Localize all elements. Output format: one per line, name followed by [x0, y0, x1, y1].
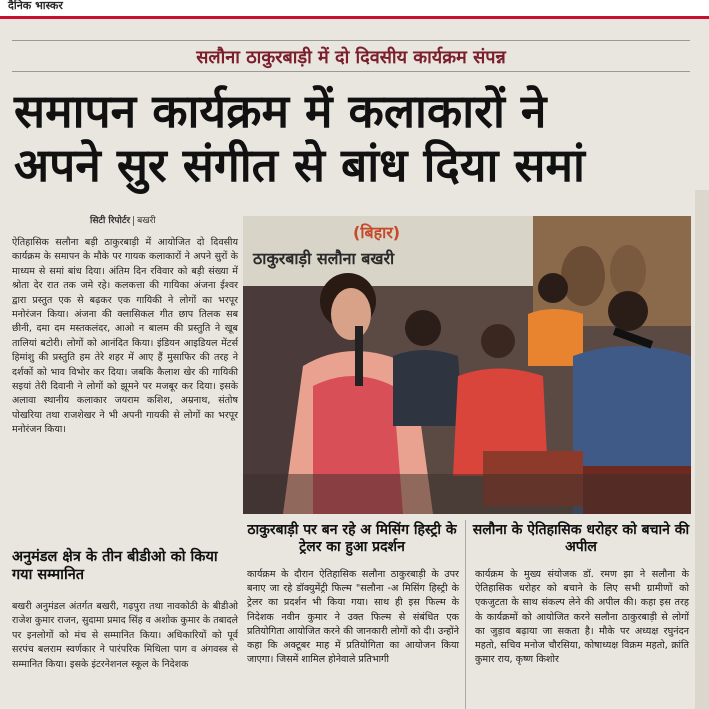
masthead	[0, 0, 709, 19]
musician-1-head	[405, 310, 441, 346]
musician-1-body	[393, 350, 463, 426]
story-right-body: कार्यक्रम के मुख्य संयोजक डॉ. रमण झा ने सलौना के ऐतिहासिक धरोहर को बचाने के लिए सभी ग्रामीणों को एकजुटता के साथ संकल्प लेने की अपील की। कहा इस तरह के कार्यक्रमों को आयोजित करने सलौना ठाकुरबाड़ी से लोगों का जुड़ाव बढ़ाया जा सकता है। मौके पर अध्यक्ष रघुनंदन महतो, सचिव मनोज चौरसिया, कोषाध्यक्ष विक्रम महतो, क्रांति कुमार राय, कृष्ण किशोर	[475, 569, 689, 666]
banner-text-1: (बिहार)	[353, 223, 401, 242]
byline-reporter: सिटी रिपोर्टर	[90, 216, 131, 226]
singer-face	[331, 288, 371, 340]
stage-floor	[243, 474, 691, 514]
singer-mic	[355, 326, 363, 386]
headline-line-1: समापन कार्यक्रम में कलाकारों ने	[14, 84, 547, 138]
banner-text-2: ठाकुरबाड़ी सलौना बखरी	[253, 249, 395, 268]
headline-line-2: अपने सुर संगीत से बांध दिया समां	[14, 138, 585, 192]
article-subhead: अनुमंडल क्षेत्र के तीन बीडीओ को किया गया सम्मानित	[12, 549, 218, 583]
adjacent-column-edge	[695, 190, 709, 709]
article-body: ऐतिहासिक सलौना बड़ी ठाकुरबाड़ी में आयोजित दो दिवसीय कार्यक्रम के समापन के मौके पर गायक कलाकारों ने अपने सुरों के माध्यम से समां बांध दिया। अंतिम दिन रविवार को बड़ी संख्या में श्रोता देर रात तक जमे रहे। कलकत्ता की गायिका अंजना ईश्वर द्वारा प्रस्तुत एक से बढ़कर एक गायिकी ने लोगों का भरपूर मनोरंजन किया। अंजना की क्लासिकल गीत छाप तिलक सब छीनी, दमा दम मस्तकलंदर, आओ न बालम की प्रस्तुति ने खूब तालियां बटोरी। लोगों को आनंदित किया। इंडियन आइडियल मेंटर्स हिमांशु की प्रस्तुति हम तेरे शहर में आए हैं मुसाफिर की तरह ने दर्शकों को भाव विभोर कर दिया। जबकि कैलाश खेर की गायिकी सइयां तेरी दिवानी ने लोगों को झूमने पर मजबूर कर दिया। इसके अलावा स्थानीय कलाकार जयराम कशिश, अम्रनाथ, संतोष पोखरिया तथा राजशेखर ने भी अपनी गायकी से लोगों का भरपूर मनोरंजन किया।	[12, 237, 238, 436]
concert-photo	[243, 216, 691, 514]
tabla-2	[610, 245, 646, 297]
tabla-1	[561, 246, 605, 306]
headline	[14, 84, 694, 192]
article-body-2: बखरी अनुमंडल अंतर्गत बखरी, गढ़पुरा तथा नावकोठी के बीडीओ राजेश कुमार राजन, सुदामा प्रमाद सिंह व अशोक कुमार के तबादले पर इनलोगों को मंच से सम्मानित किया। अधिकारियों को पूर्व सरपंच बलराम स्वर्णकार ने पारंपरिक मिथिला पाग व अंगवस्त्र से सम्मानित किया। इसके इंटरनेशनल स्कूल के निदेशक	[12, 601, 238, 670]
story-right-title: सलौना के ऐतिहासिक धरोहर को बचाने की अपील	[472, 522, 690, 555]
kicker: सलौना ठाकुरबाड़ी में दो दिवसीय कार्यक्रम संपन्न	[196, 47, 506, 68]
kicker-box	[12, 40, 690, 72]
column-divider	[465, 520, 466, 709]
musician-3-head	[538, 273, 568, 303]
byline	[90, 213, 156, 226]
story-left-title: ठाकुरबाड़ी पर बन रहे अ मिसिंग हिस्ट्री के ट्रेलर का हुआ प्रदर्शन	[247, 522, 457, 555]
byline-place: बखरी	[133, 216, 156, 226]
male-singer-head	[608, 291, 648, 331]
story-left-body: कार्यक्रम के दौरान ऐतिहासिक सलौना ठाकुरबाड़ी के उपर बनाए जा रहे डॉक्युमेंट्री फिल्म "सलौना -अ मिसिंग हिस्ट्री के ट्रेलर का प्रदर्शन भी किया गया। साथ ही इस फिल्म के निदेशक नवीन कुमार ने उक्त फिल्म से संबंधित एक प्रतियोगिता आयोजित करने की जानकारी लोगों को दी। उन्होंने कहा कि अक्टूबर माह में प्रतियोगिता का आयोजन किया जाएगा। जिसमें शामिल होनेवाले प्रतिभागी	[247, 569, 459, 666]
musician-2-head	[481, 324, 515, 358]
newspaper-brand: दैनिक भास्कर	[8, 0, 63, 12]
photo-illustration	[243, 216, 691, 514]
